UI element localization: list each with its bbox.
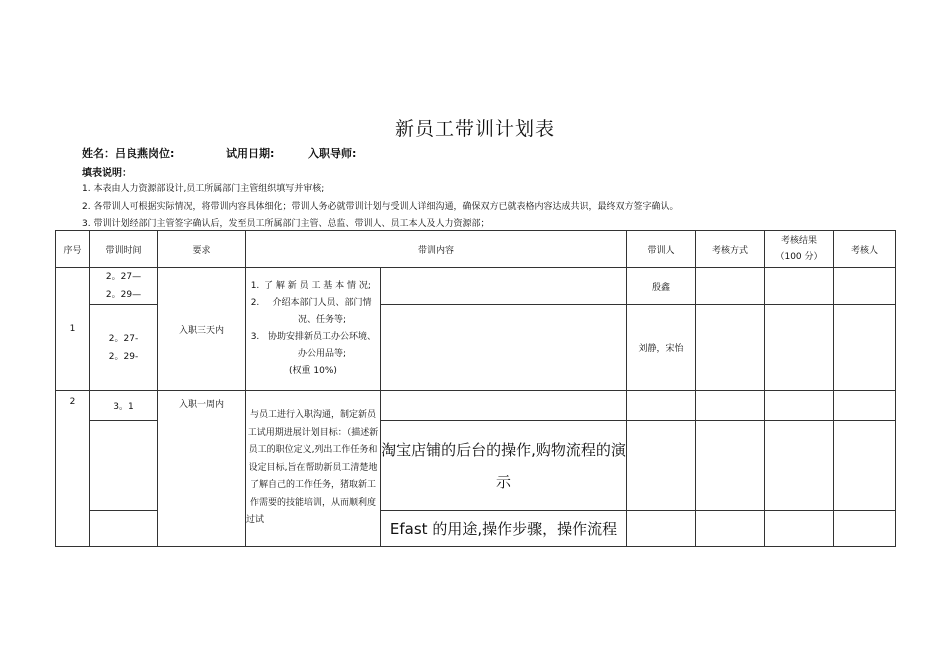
row1-time-a xyxy=(90,268,158,305)
row1-content-list xyxy=(246,268,381,391)
row1-detail-a xyxy=(381,268,627,305)
header-result-line2: （100 分） xyxy=(775,252,823,262)
name-position-label: 姓名：吕良燕岗位: xyxy=(82,147,175,160)
row2-time-b xyxy=(90,421,158,511)
row1-result-a xyxy=(765,268,834,305)
row1-method-b xyxy=(696,305,765,391)
row2-assessor-c xyxy=(834,511,896,547)
row2-method-c xyxy=(696,511,765,547)
header-method: 考核方式 xyxy=(696,231,765,268)
row2-trainer-c xyxy=(627,511,696,547)
list-item-num: 1. xyxy=(250,281,260,291)
notes-heading: 填表说明： xyxy=(82,168,132,179)
header-trainer: 带训人 xyxy=(627,231,696,268)
row2-assessor-a xyxy=(834,391,896,421)
row2-assessor-b xyxy=(834,421,896,511)
row2-description: 与员工进行入职沟通，制定新员工试用期进展计划目标：（描述新员工的职位定义,列出工作任务和设定目标,旨在帮助新员工清楚地了解自己的工作任务，猪取新工作需要的技能培训，从而顺利度过试 xyxy=(246,391,381,547)
header-time: 带训时间 xyxy=(90,231,158,268)
row1-time-b-line2: 2。29- xyxy=(108,351,139,362)
row1-result-b xyxy=(765,305,834,391)
employee-info-line xyxy=(82,145,356,161)
row2-time-c xyxy=(90,511,158,547)
row1-time-b-line1: 2。27- xyxy=(108,333,139,344)
header-content: 带训内容 xyxy=(246,231,627,268)
header-result-line1: 考核结果 xyxy=(781,236,818,246)
row2-seq: 2 xyxy=(56,391,90,547)
trial-date-label: 试用日期: xyxy=(226,147,275,160)
header-result xyxy=(765,231,834,268)
note-item-1: 1. 本表由人力资源部设计,员工所属部门主管组织填写并审核; xyxy=(82,184,325,194)
row1-assessor-a xyxy=(834,268,896,305)
row1-requirement: 入职三天内 xyxy=(158,268,246,391)
header-row xyxy=(56,231,896,268)
table-row xyxy=(56,391,896,421)
row2-detail-c: Efast 的用途,操作步骤，操作流程 xyxy=(381,511,627,547)
list-item xyxy=(246,295,380,329)
row2-trainer-a xyxy=(627,391,696,421)
list-item-num: 2. xyxy=(250,298,260,308)
row2-requirement: 入职一周内 xyxy=(158,391,246,547)
row1-time-b xyxy=(90,305,158,391)
row2-result-c xyxy=(765,511,834,547)
row1-detail-b xyxy=(381,305,627,391)
row1-time-a-line2: 2。29— xyxy=(105,290,142,300)
header-seq: 序号 xyxy=(56,231,90,268)
list-item-num: 3. xyxy=(250,332,260,342)
row1-trainer-a: 殷鑫 xyxy=(627,268,696,305)
note-item-2: 2. 各带训人可根据实际情况，将带训内容具体细化；带训人务必就带训计划与受训人详细沟通，确保双方已就表格内容达成共识，最终双方签字确认。 xyxy=(82,202,679,212)
list-item xyxy=(246,329,380,363)
page-title: 新员工带训计划表 xyxy=(394,118,555,140)
list-item-text: 介绍本部门人员、部门情况、任务等; xyxy=(272,298,372,325)
mentor-label: 入职导师: xyxy=(308,147,357,160)
table-row xyxy=(56,268,896,305)
training-plan-table xyxy=(55,230,896,547)
list-item xyxy=(246,278,380,295)
header-requirement: 要求 xyxy=(158,231,246,268)
row2-method-a xyxy=(696,391,765,421)
row1-weight: (权重 10%) xyxy=(289,366,337,376)
row1-method-a xyxy=(696,268,765,305)
row1-assessor-b xyxy=(834,305,896,391)
list-item-text: 了 解 新 员 工 基 本 情 况; xyxy=(264,281,371,291)
row2-method-b xyxy=(696,421,765,511)
header-assessor: 考核人 xyxy=(834,231,896,268)
row2-result-b xyxy=(765,421,834,511)
row1-time-a-line1: 2。27— xyxy=(105,272,142,282)
list-item-text: 协助安排新员工办公环境、办公用品等; xyxy=(267,332,376,359)
row2-trainer-b xyxy=(627,421,696,511)
note-item-3: 3. 带训计划经部门主管签字确认后，发至员工所属部门主管、总监、带训人、员工本人及人力资源部； xyxy=(82,219,490,229)
row1-trainer-b: 刘静，宋怡 xyxy=(627,305,696,391)
row2-result-a xyxy=(765,391,834,421)
row1-seq: 1 xyxy=(56,268,90,391)
row2-time: 3。1 xyxy=(90,391,158,421)
row2-detail-a xyxy=(381,391,627,421)
row2-detail-b: 淘宝店铺的后台的操作,购物流程的演示 xyxy=(381,421,627,511)
